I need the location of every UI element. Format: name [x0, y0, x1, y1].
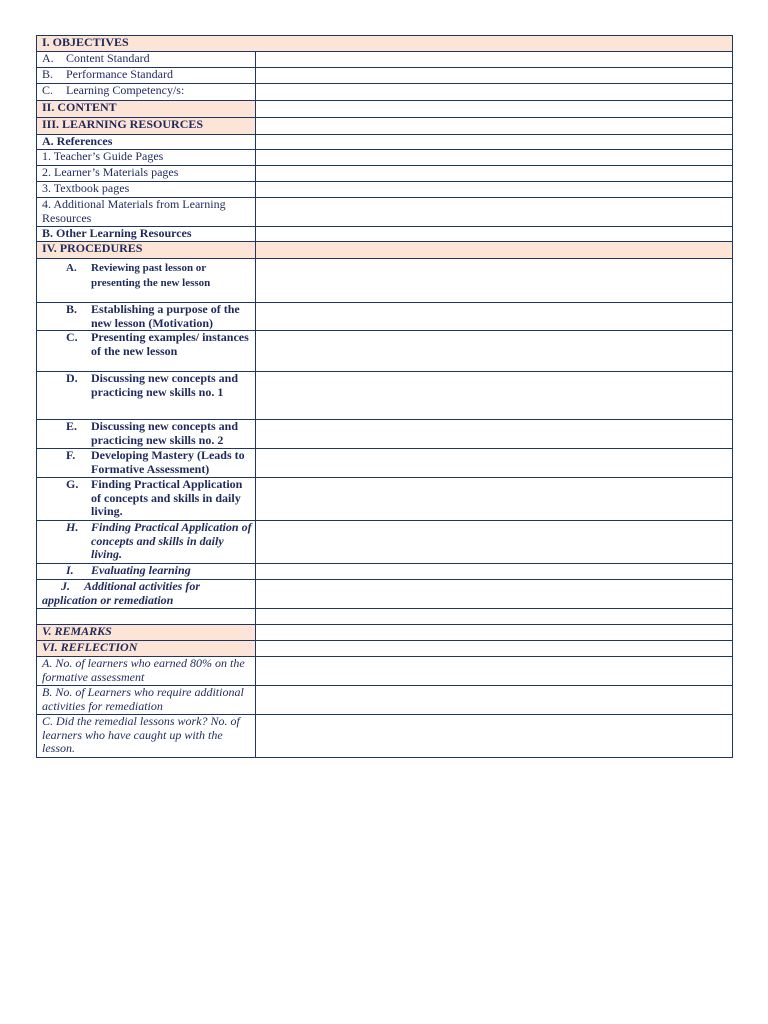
- procedure-j-label: J. Additional activities for application or remediation: [37, 580, 256, 609]
- textbook-pages-row: [37, 182, 733, 198]
- learners-materials-value[interactable]: [256, 166, 733, 182]
- procedure-g-label: G. Finding Practical Application of concepts and skills in daily living.: [37, 478, 256, 521]
- references-label: A. References: [37, 135, 256, 150]
- remarks-value[interactable]: [256, 625, 733, 641]
- content-value[interactable]: [256, 101, 733, 118]
- performance-standard-value[interactable]: [256, 68, 733, 84]
- content-standard-value[interactable]: [256, 52, 733, 68]
- procedure-g-row: [37, 478, 733, 521]
- reflection-b-label: B. No. of Learners who require additional activities for remediation: [37, 686, 256, 715]
- additional-materials-label: 4. Additional Materials from Learning Resources: [37, 198, 256, 227]
- learners-materials-row: [37, 166, 733, 182]
- other-resources-value[interactable]: [256, 227, 733, 242]
- teachers-guide-label: 1. Teacher’s Guide Pages: [37, 150, 256, 166]
- procedures-heading: IV. PROCEDURES: [37, 242, 256, 259]
- daily-lesson-log-table: [36, 35, 733, 758]
- content-row: [37, 101, 733, 118]
- procedure-h-value[interactable]: [256, 521, 733, 564]
- learning-competency-label: C. Learning Competency/s:: [37, 84, 256, 101]
- content-standard-label: A. Content Standard: [37, 52, 256, 68]
- teachers-guide-row: [37, 150, 733, 166]
- textbook-pages-label: 3. Textbook pages: [37, 182, 256, 198]
- procedure-a-value[interactable]: [256, 259, 733, 303]
- learning-competency-value[interactable]: [256, 84, 733, 101]
- performance-standard-label: B. Performance Standard: [37, 68, 256, 84]
- procedure-a-label: A. Reviewing past lesson or presenting the new lesson: [37, 259, 256, 303]
- learning-resources-value[interactable]: [256, 118, 733, 135]
- procedure-d-label: D. Discussing new concepts and practicing new skills no. 1: [37, 372, 256, 420]
- content-standard-row: [37, 52, 733, 68]
- reflection-c-row: [37, 715, 733, 758]
- procedure-e-label: E. Discussing new concepts and practicing new skills no. 2: [37, 420, 256, 449]
- procedure-a-row: [37, 259, 733, 303]
- reflection-a-value[interactable]: [256, 657, 733, 686]
- reflection-heading: VI. REFLECTION: [37, 641, 256, 657]
- procedure-f-value[interactable]: [256, 449, 733, 478]
- procedure-i-label: I. Evaluating learning: [37, 564, 256, 580]
- blank-value[interactable]: [256, 609, 733, 625]
- other-resources-label: B. Other Learning Resources: [37, 227, 256, 242]
- references-value[interactable]: [256, 135, 733, 150]
- procedure-b-row: [37, 303, 733, 331]
- procedure-j-row: [37, 580, 733, 609]
- other-resources-row: [37, 227, 733, 242]
- blank-row: [37, 609, 733, 625]
- procedures-row: [37, 242, 733, 259]
- remarks-row: [37, 625, 733, 641]
- objectives-row: [37, 36, 733, 52]
- blank-label: [37, 609, 256, 625]
- procedure-h-row: [37, 521, 733, 564]
- reflection-b-value[interactable]: [256, 686, 733, 715]
- procedure-e-row: [37, 420, 733, 449]
- remarks-heading: V. REMARKS: [37, 625, 256, 641]
- procedure-f-row: [37, 449, 733, 478]
- learners-materials-label: 2. Learner’s Materials pages: [37, 166, 256, 182]
- reflection-b-row: [37, 686, 733, 715]
- objectives-heading: I. OBJECTIVES: [37, 36, 733, 52]
- procedure-c-label: C. Presenting examples/ instances of the new lesson: [37, 331, 256, 372]
- procedure-c-row: [37, 331, 733, 372]
- content-heading: II. CONTENT: [37, 101, 256, 118]
- procedure-g-value[interactable]: [256, 478, 733, 521]
- procedure-f-label: F. Developing Mastery (Leads to Formative Assessment): [37, 449, 256, 478]
- textbook-pages-value[interactable]: [256, 182, 733, 198]
- procedure-e-value[interactable]: [256, 420, 733, 449]
- reflection-c-label: C. Did the remedial lessons work? No. of learners who have caught up with the lesson.: [37, 715, 256, 758]
- reflection-c-value[interactable]: [256, 715, 733, 758]
- procedure-c-value[interactable]: [256, 331, 733, 372]
- reflection-a-row: [37, 657, 733, 686]
- procedure-i-row: [37, 564, 733, 580]
- procedure-h-label: H. Finding Practical Application of concepts and skills in daily living.: [37, 521, 256, 564]
- procedure-d-value[interactable]: [256, 372, 733, 420]
- teachers-guide-value[interactable]: [256, 150, 733, 166]
- performance-standard-row: [37, 68, 733, 84]
- reflection-row: [37, 641, 733, 657]
- learning-resources-row: [37, 118, 733, 135]
- reflection-value[interactable]: [256, 641, 733, 657]
- procedure-i-value[interactable]: [256, 564, 733, 580]
- reflection-a-label: A. No. of learners who earned 80% on the formative assessment: [37, 657, 256, 686]
- learning-competency-row: [37, 84, 733, 101]
- procedures-value: [256, 242, 733, 259]
- procedure-b-value[interactable]: [256, 303, 733, 331]
- procedure-b-label: B. Establishing a purpose of the new lesson (Motivation): [37, 303, 256, 331]
- procedure-d-row: [37, 372, 733, 420]
- learning-resources-heading: III. LEARNING RESOURCES: [37, 118, 256, 135]
- additional-materials-value[interactable]: [256, 198, 733, 227]
- additional-materials-row: [37, 198, 733, 227]
- procedure-j-value[interactable]: [256, 580, 733, 609]
- references-row: [37, 135, 733, 150]
